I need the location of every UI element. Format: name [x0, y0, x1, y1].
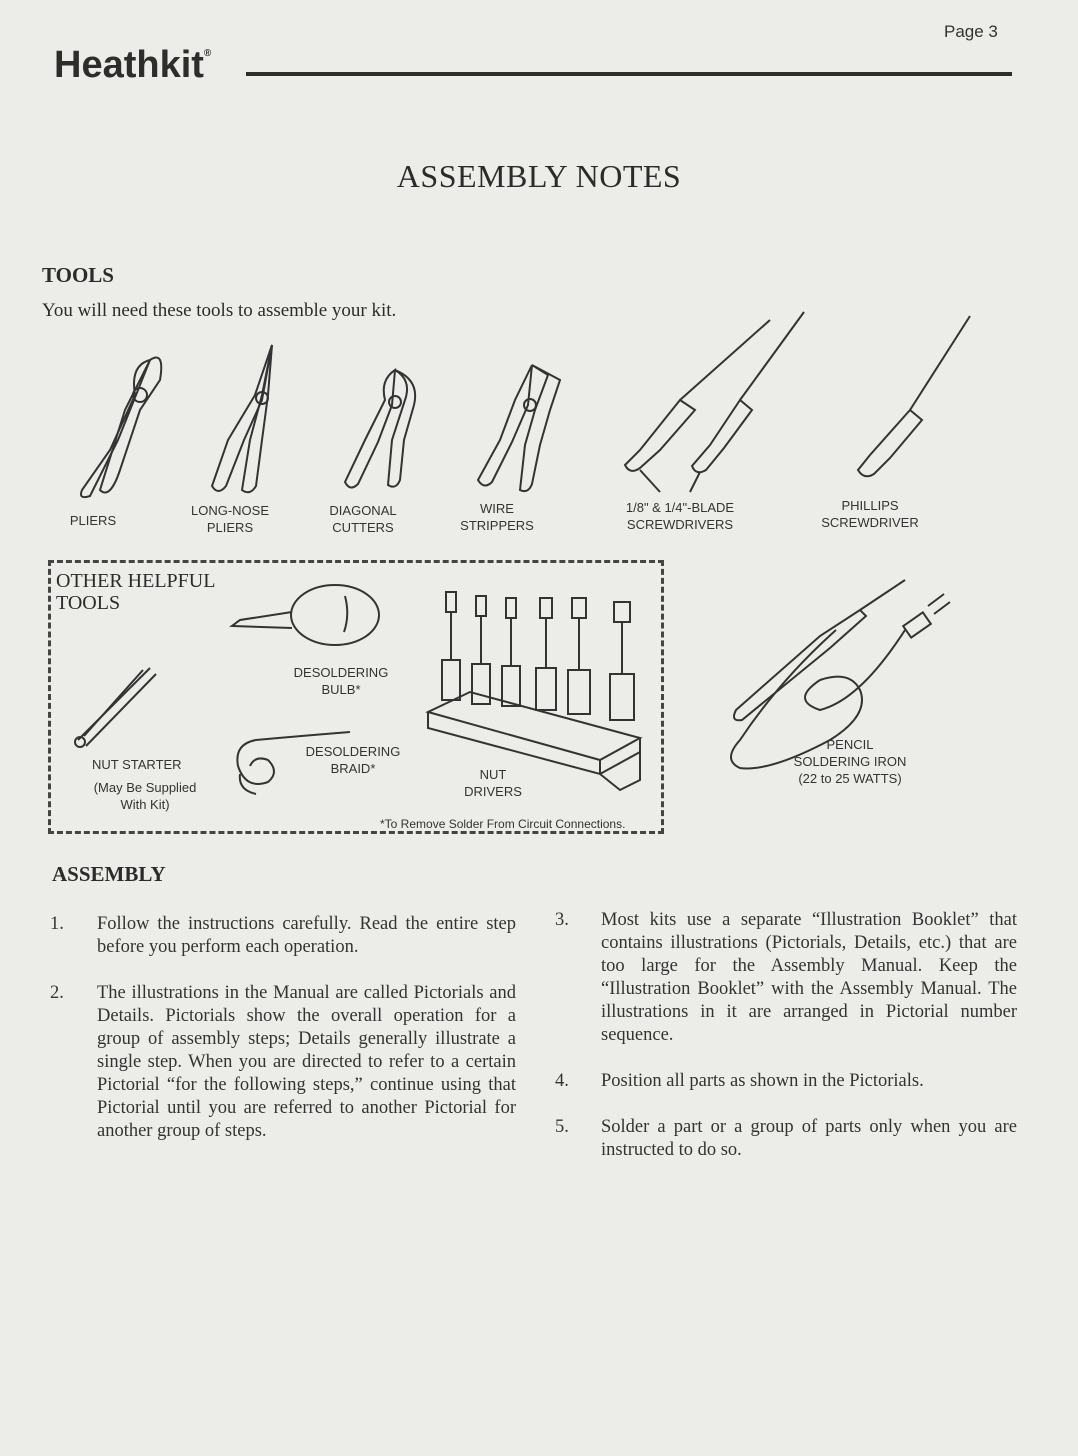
label-nut-drivers: NUT DRIVERS [464, 767, 522, 799]
step-number: 1. [50, 914, 64, 934]
label-nut-starter-note: (May Be Supplied With Kit) [93, 780, 197, 812]
tool-label-diagonal-cutters: DIAGONAL CUTTERS [329, 503, 397, 535]
tool-label-wire-strippers: WIRE STRIPPERS [460, 501, 534, 533]
label-soldering-iron: PENCIL SOLDERING IRON (22 to 25 WATTS) [793, 737, 907, 786]
label-nut-starter: NUT STARTER [92, 757, 182, 772]
step-number: 5. [555, 1117, 569, 1137]
tool-label-phillips-screwdriver: PHILLIPS SCREWDRIVER [821, 498, 919, 530]
step-text: The illustrations in the Manual are called Pictorials and Details. Pictorials show the overall operation for a group of assembly steps; Details generally illustrate a single step. When you are directed to refer to a certain Pictorial “for the following steps,” continue using that Pictorial until you are referred to another Pictorial for another group of steps. [97, 983, 516, 1141]
nut-starter-icon [75, 668, 156, 747]
step-number: 4. [555, 1071, 569, 1091]
step-number: 2. [50, 983, 64, 1003]
page-title: ASSEMBLY NOTES [396, 158, 682, 194]
assembly-step-4 [555, 1070, 1017, 1093]
step-text: Solder a part or a group of parts only when you are instructed to do so. [601, 1117, 1017, 1160]
footnote: *To Remove Solder From Circuit Connections. [380, 817, 626, 831]
label-desoldering-bulb: DESOLDERING BULB* [293, 665, 389, 697]
tools-intro: You will need these tools to assemble your kit. [42, 300, 397, 321]
step-number: 3. [555, 910, 569, 930]
tool-label-long-nose-pliers: LONG-NOSE PLIERS [190, 503, 269, 535]
assembly-step-1 [50, 913, 516, 959]
helpful-tools-heading: OTHER HELPFUL TOOLS [56, 570, 216, 614]
tool-label-blade-screwdrivers: 1/8" & 1/4"-BLADE SCREWDRIVERS [625, 500, 735, 532]
nut-drivers-icon [428, 592, 640, 790]
brand-name: Heathkit [54, 44, 204, 86]
assembly-step-2 [50, 982, 516, 1143]
assembly-heading: ASSEMBLY [52, 862, 166, 886]
tool-label-pliers: PLIERS [69, 513, 117, 528]
page-number: Page 3 [944, 22, 998, 41]
step-text: Follow the instructions carefully. Read the entire step before you perform each operation. [97, 914, 516, 957]
step-text: Position all parts as shown in the Pictorials. [601, 1071, 924, 1091]
tools-heading: TOOLS [42, 263, 114, 287]
desoldering-bulb-icon [232, 585, 379, 645]
label-desoldering-braid: DESOLDERING BRAID* [305, 744, 401, 776]
assembly-step-3 [555, 909, 1017, 1047]
step-text: Most kits use a separate “Illustration Booklet” that contains illustrations (Pictorials, Details, etc.) that are too large for the Assembly Manual. Keep the “Illustration Booklet” with the Assembly Manual. The illustrations in it are arranged in Pictorial number sequence. [601, 910, 1017, 1045]
assembly-step-5 [555, 1116, 1017, 1162]
registered-mark: ® [203, 48, 212, 59]
